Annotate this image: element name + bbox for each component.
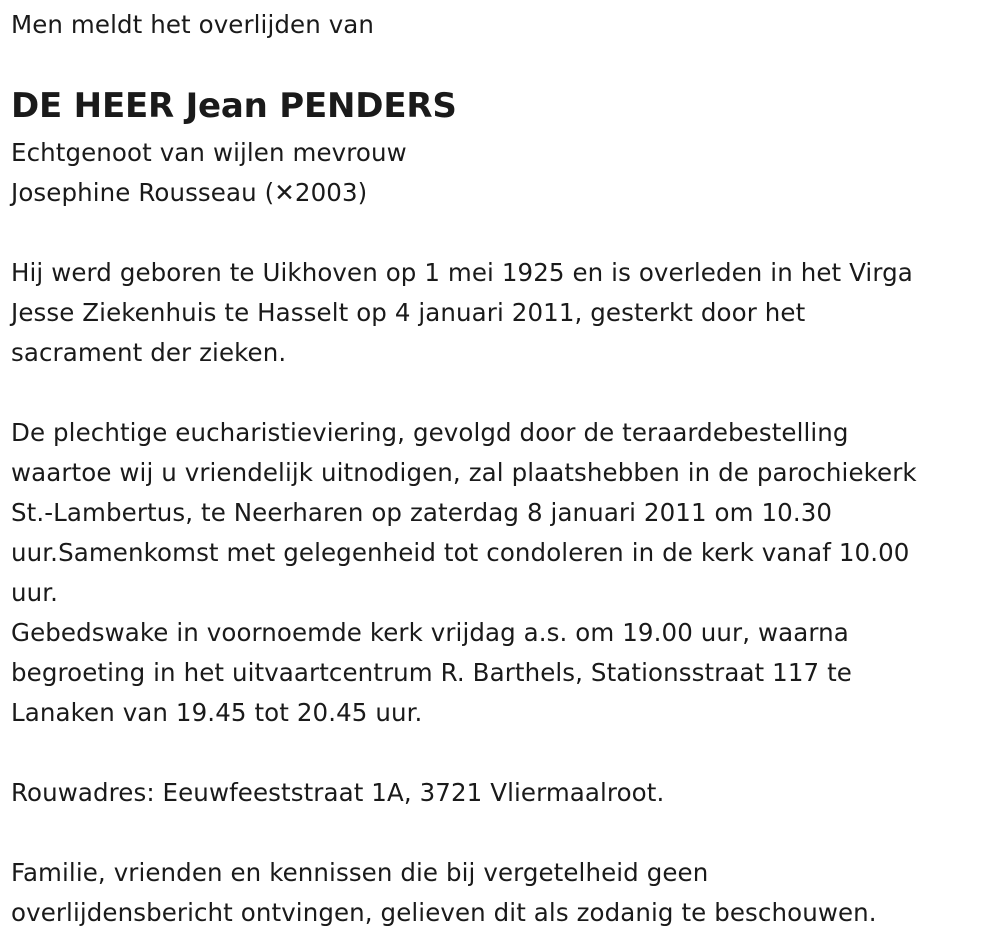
address-line: Rouwadres: Eeuwfeeststraat 1A, 3721 Vliermaalroot. <box>11 778 665 807</box>
service-line: begroeting in het uitvaartcentrum R. Barthels, Stationsstraat 117 te <box>11 658 852 687</box>
birth-death-paragraph <box>11 253 913 373</box>
service-line: Gebedswake in voornoemde kerk vrijdag a.s. om 19.00 uur, waarna <box>11 618 849 647</box>
deceased-name <box>11 86 457 126</box>
service-line: uur.Samenkomst met gelegenheid tot condoleren in de kerk vanaf 10.00 <box>11 538 910 567</box>
funeral-service-paragraph <box>11 413 917 733</box>
birth-line: Jesse Ziekenhuis te Hasselt op 4 januari 2011, gesterkt door het <box>11 298 806 327</box>
family-line: overlijdensbericht ontvingen, gelieven dit als zodanig te beschouwen. <box>11 898 877 927</box>
spouse-paragraph <box>11 133 407 213</box>
intro-text <box>11 5 374 45</box>
family-note-paragraph <box>11 853 877 933</box>
service-line: De plechtige eucharistieviering, gevolgd door de teraardebestelling <box>11 418 849 447</box>
birth-line: Hij werd geboren te Uikhoven op 1 mei 1925 en is overleden in het Virga <box>11 258 913 287</box>
service-line: St.-Lambertus, te Neerharen op zaterdag 8 januari 2011 om 10.30 <box>11 498 833 527</box>
service-line: Lanaken van 19.45 tot 20.45 uur. <box>11 698 423 727</box>
spouse-line: Josephine Rousseau (✕2003) <box>11 178 368 207</box>
service-line: uur. <box>11 578 59 607</box>
family-line: Familie, vrienden en kennissen die bij vergetelheid geen <box>11 858 709 887</box>
birth-line: sacrament der zieken. <box>11 338 287 367</box>
mourning-address <box>11 773 664 813</box>
service-line: waartoe wij u vriendelijk uitnodigen, zal plaatshebben in de parochiekerk <box>11 458 917 487</box>
deceased-name-text: DE HEER Jean PENDERS <box>11 86 457 126</box>
intro-line: Men meldt het overlijden van <box>11 10 375 39</box>
spouse-line: Echtgenoot van wijlen mevrouw <box>11 138 407 167</box>
